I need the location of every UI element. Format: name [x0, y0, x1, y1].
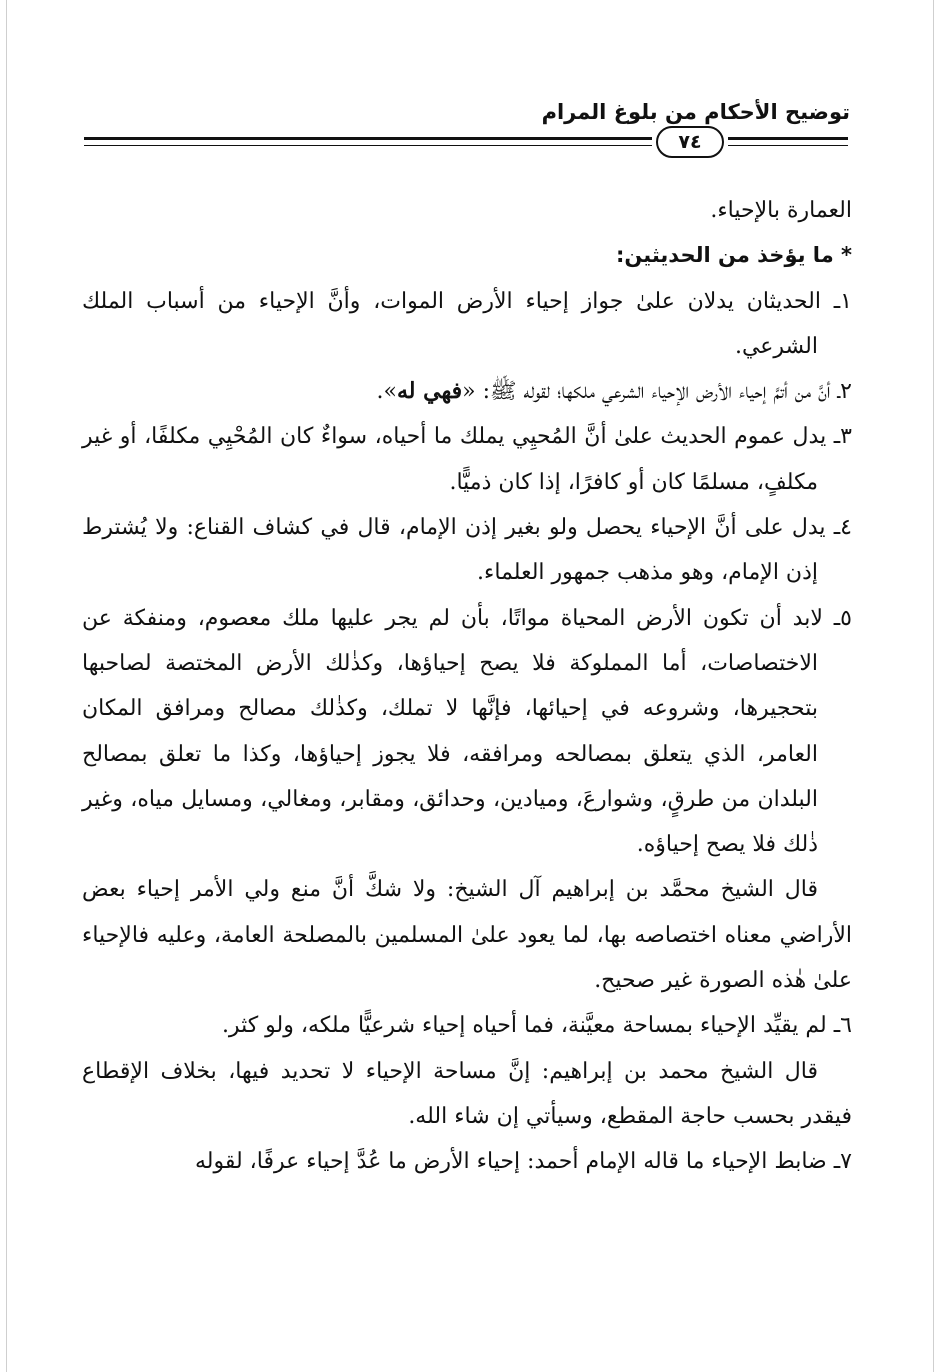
list-item-1: ١ـ الحديثان يدلان علىٰ جواز إحياء الأرض الموات، وأنَّ الإحياء من أسباب الملك الشرعي. [82, 288, 852, 359]
header-rule-left-top [84, 137, 652, 140]
list-item-7: ٧ـ ضابط الإحياء ما قاله الإمام أحمد: إحياء الأرض ما عُدَّ إحياء عرفًا، لقوله [194, 1149, 852, 1175]
section-heading: * ما يؤخذ من الحديثين: [615, 243, 852, 268]
list-item-2-text: ٢ـ أنَّ من أتمَّ إحياء الأرض الإحياء الشرعي ملكها؛ لقوله ﷺ: « [462, 379, 852, 405]
running-header-title: توضيح الأحكام من بلوغ المرام [541, 100, 850, 124]
list-item-4: ٤ـ يدل على أنَّ الإحياء يحصل ولو بغير إذن الإمام، قال في كشاف القناع: ولا يُشترط إذن الإمام، وهو مذهب جمهور العلماء. [82, 515, 852, 586]
list-item-2 [82, 369, 852, 414]
list-item-5: ٥ـ لابد أن تكون الأرض المحياة مواتًا، بأن لم يجر عليها ملك معصوم، ومنفكة عن الاختصاصات، أما المملوكة فلا يصح إحياؤها، وكذٰلك الأرض المختصة لصاحبها بتحجيرها، وشروعه في إحيائها، فإنَّها لا تملك، وكذٰلك مصالح ومرافق المكان العامر، الذي يتعلق بمصالحه ومرافقه، فلا يجوز إحياؤها، وكذا ما تعلق بمصالح البلدان من طرقٍ، وشوارعَ، وميادين، وحدائق، ومقابر، ومغالي، ومسايل مياه، وغير ذٰلك فلا يصح إحياؤه. [82, 605, 852, 858]
list-item-2-end: ». [376, 379, 397, 405]
header-rule-left-bottom [84, 145, 652, 146]
paragraph-continuation: العمارة بالإحياء. [710, 198, 852, 223]
header-rule-right-top [728, 137, 848, 140]
page-number: ٧٤ [656, 126, 724, 158]
list-item-3: ٣ـ يدل عموم الحديث علىٰ أنَّ المُحيِي يملك ما أحياه، سواءٌ كان المُحْيِي مكلفًا، أو غير مكلفٍ، مسلمًا كان أو كافرًا، إذا كان ذميًّا. [82, 424, 852, 495]
quote-paragraph-2: قال الشيخ محمد بن إبراهيم: إنَّ مساحة الإحياء لا تحديد فيها، بخلاف الإقطاع فيقدر بحسب حاجة المقطع، وسيأتي إن شاء الله. [82, 1058, 852, 1129]
hadith-quote: فهي له [396, 378, 463, 405]
header-rule-right-bottom [728, 145, 848, 146]
quote-paragraph-1: قال الشيخ محمَّد بن إبراهيم آل الشيخ: ولا شكَّ أنَّ منع ولي الأمر إحياء بعض الأراضي معناه اختصاصه بها، لما يعود علىٰ المسلمين بالمصلحة العامة، وعليه فالإحياء علىٰ هٰذه الصورة غير صحيح. [82, 877, 852, 994]
list-item-6: ٦ـ لم يقيِّد الإحياء بمساحة معيَّنة، فما أحياه إحياء شرعيًّا ملكه، ولو كثر. [221, 1013, 852, 1039]
page-body [82, 188, 852, 1185]
